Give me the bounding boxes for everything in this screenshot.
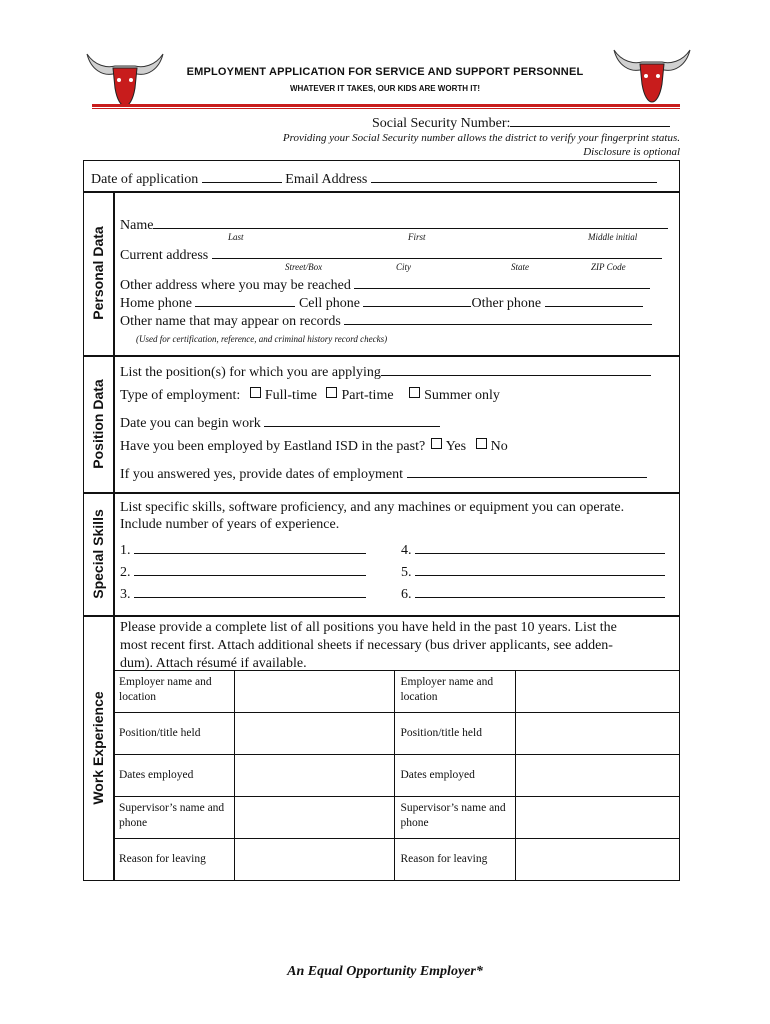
section-skills-label: Special Skills: [90, 508, 106, 599]
row-label: Position/title held: [114, 713, 235, 755]
header-rule-thin: [92, 108, 680, 109]
section-work-label: Work Experience: [90, 691, 106, 805]
begin-work-label: Date you can begin work: [120, 416, 261, 431]
other-name-row: [120, 310, 652, 330]
dates-field-b[interactable]: [516, 755, 680, 797]
dates-label: If you answered yes, provide dates of employment: [120, 467, 404, 482]
skill-field-6[interactable]: [415, 583, 665, 598]
phone-row: [120, 292, 643, 312]
ssn-label: Social Security Number:: [372, 116, 511, 131]
divider-position: [83, 492, 680, 494]
divider-skills: [83, 615, 680, 617]
other-address-label: Other address where you may be reached: [120, 278, 351, 293]
other-name-note: (Used for certification, reference, and criminal history record checks): [136, 334, 388, 344]
full-time-checkbox[interactable]: [250, 387, 261, 398]
skill-number-6: 6.: [401, 587, 412, 602]
employed-before-label: Have you been employed by Eastland ISD in the past?: [120, 439, 426, 454]
skill-field-1[interactable]: [134, 539, 366, 554]
row-label: Employer name and location: [395, 671, 516, 713]
other-phone-field[interactable]: [545, 292, 643, 307]
begin-work-row: [120, 412, 440, 432]
ssn-row: [372, 112, 670, 132]
supervisor-field-a[interactable]: [234, 797, 395, 839]
skills-intro-2: Include number of years of experience.: [120, 517, 340, 532]
work-intro-2: most recent first. Attach additional sheets if necessary (bus driver applicants, see adden-: [120, 638, 613, 653]
date-of-application-field[interactable]: [202, 168, 282, 183]
full-time-label: Full-time: [264, 388, 317, 403]
ssn-note: [283, 131, 680, 159]
ssn-note-line-1: Providing your Social Security number allows the district to verify your fingerprint status.: [282, 132, 680, 144]
date-of-application-label: Date of application: [91, 172, 199, 187]
row-label: Position/title held: [395, 713, 516, 755]
row-label: Reason for leaving: [114, 839, 235, 881]
hint-city: City: [396, 262, 411, 272]
employer-field-b[interactable]: [516, 671, 680, 713]
skill-number-5: 5.: [401, 565, 412, 580]
longhorn-logo-left: [85, 48, 165, 110]
hint-state: State: [511, 262, 529, 272]
employment-type-row: [120, 387, 500, 404]
positions-label: List the position(s) for which you are applying: [120, 365, 381, 380]
cell-phone-field[interactable]: [363, 292, 471, 307]
other-address-row: [120, 274, 650, 294]
reason-field-a[interactable]: [234, 839, 395, 881]
skill-item-4: [401, 539, 665, 559]
row-label: Reason for leaving: [395, 839, 516, 881]
hint-zip: ZIP Code: [591, 262, 626, 272]
table-row: [114, 671, 680, 713]
section-position-label: Position Data: [90, 378, 106, 469]
row-label: Supervisor’s name and phone: [114, 797, 235, 839]
position-field-a[interactable]: [234, 713, 395, 755]
longhorn-logo-right: [612, 44, 692, 106]
skill-item-3: [120, 583, 366, 603]
ssn-field[interactable]: [510, 112, 670, 127]
skill-item-6: [401, 583, 665, 603]
work-intro-1: Please provide a complete list of all positions you have held in the past 10 years. List the: [120, 620, 617, 635]
reason-field-b[interactable]: [516, 839, 680, 881]
supervisor-field-b[interactable]: [516, 797, 680, 839]
positions-field[interactable]: [381, 361, 651, 376]
row-label: Dates employed: [114, 755, 235, 797]
home-phone-field[interactable]: [195, 292, 295, 307]
other-name-label: Other name that may appear on records: [120, 314, 341, 329]
divider-top: [83, 191, 680, 193]
skill-field-4[interactable]: [415, 539, 665, 554]
email-field[interactable]: [371, 168, 657, 183]
section-position-data: [83, 355, 113, 492]
yes-checkbox[interactable]: [431, 438, 442, 449]
table-row: [114, 839, 680, 881]
skill-item-2: [120, 561, 366, 581]
form-title: EMPLOYMENT APPLICATION FOR SERVICE AND SUPPORT PERSONNEL: [186, 66, 584, 78]
section-work-experience: [83, 615, 113, 881]
skill-number-3: 3.: [120, 587, 131, 602]
table-row: [114, 755, 680, 797]
address-field[interactable]: [212, 244, 662, 259]
dates-field-a[interactable]: [234, 755, 395, 797]
email-label: Email Address: [285, 172, 368, 187]
skill-field-3[interactable]: [134, 583, 366, 598]
form-subtitle: WHATEVER IT TAKES, OUR KIDS ARE WORTH IT!: [289, 84, 481, 93]
address-label: Current address: [120, 248, 209, 263]
table-row: [114, 713, 680, 755]
no-checkbox[interactable]: [476, 438, 487, 449]
cell-phone-label: Cell phone: [298, 296, 360, 311]
work-intro-3: dum). Attach résumé if available.: [120, 656, 307, 671]
name-row: [120, 214, 668, 234]
positions-row: [120, 361, 651, 381]
row-label: Supervisor’s name and phone: [395, 797, 516, 839]
section-personal-data: [83, 191, 113, 355]
hint-last: Last: [228, 232, 244, 242]
yes-label: Yes: [445, 439, 467, 454]
other-address-field[interactable]: [354, 274, 650, 289]
skill-number-2: 2.: [120, 565, 131, 580]
top-row: [91, 168, 657, 188]
ssn-note-line-2: Disclosure is optional: [583, 146, 680, 158]
section-special-skills: [83, 492, 113, 615]
dates-row: [120, 463, 647, 483]
no-label: No: [490, 439, 508, 454]
name-field[interactable]: [153, 214, 668, 229]
home-phone-label: Home phone: [120, 296, 192, 311]
employment-type-label: Type of employment:: [120, 388, 241, 403]
part-time-label: Part-time: [341, 388, 394, 403]
part-time-checkbox[interactable]: [326, 387, 337, 398]
other-phone-label: Other phone: [471, 296, 542, 311]
summer-only-checkbox[interactable]: [409, 387, 420, 398]
address-row: [120, 244, 662, 264]
skill-number-4: 4.: [401, 543, 412, 558]
work-history-table: [113, 670, 680, 881]
row-label: Employer name and location: [114, 671, 235, 713]
position-field-b[interactable]: [516, 713, 680, 755]
skill-field-2[interactable]: [134, 561, 366, 576]
hint-middle-initial: Middle initial: [588, 232, 638, 242]
employed-before-row: [120, 438, 508, 455]
begin-work-field[interactable]: [264, 412, 440, 427]
name-label: Name: [120, 218, 154, 233]
skills-intro-1: List specific skills, software proficiency, and any machines or equipment you can operate.: [120, 500, 625, 515]
footer-text: An Equal Opportunity Employer*: [287, 964, 483, 979]
hint-first: First: [408, 232, 426, 242]
summer-only-label: Summer only: [424, 388, 500, 403]
skill-item-1: [120, 539, 366, 559]
table-row: [114, 797, 680, 839]
employer-field-a[interactable]: [234, 671, 395, 713]
divider-personal: [83, 355, 680, 357]
skill-field-5[interactable]: [415, 561, 665, 576]
skill-item-5: [401, 561, 665, 581]
header-rule: [92, 104, 680, 107]
row-label: Dates employed: [395, 755, 516, 797]
section-personal-label: Personal Data: [90, 226, 106, 320]
other-name-field[interactable]: [344, 310, 652, 325]
dates-field[interactable]: [407, 463, 647, 478]
skill-number-1: 1.: [120, 543, 131, 558]
hint-street: Street/Box: [285, 262, 323, 272]
